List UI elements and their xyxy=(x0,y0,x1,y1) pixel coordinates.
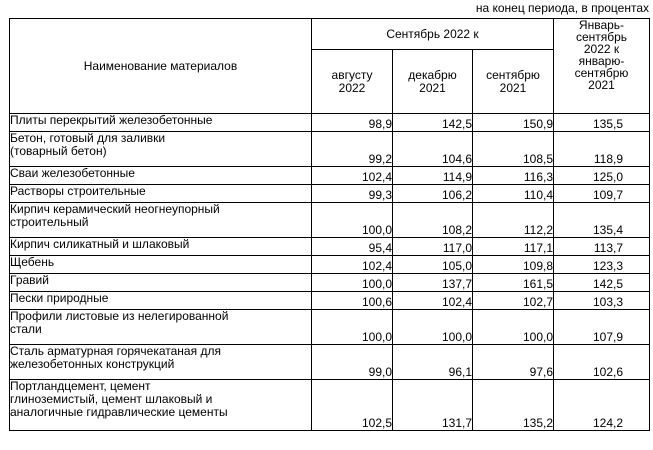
value-jan-sep: 118,9 xyxy=(554,132,650,167)
table-row xyxy=(10,132,650,167)
value-vs-december: 131,7 xyxy=(393,380,473,431)
table-row xyxy=(10,185,650,203)
value-vs-august: 100,0 xyxy=(312,274,393,292)
table-row xyxy=(10,167,650,185)
table-caption: на конец периода, в процентах xyxy=(475,1,649,15)
material-name: Сталь арматурная горячекатаная для железобетонных конструкций xyxy=(10,345,312,380)
materials-price-table xyxy=(9,18,650,431)
material-name: Пески природные xyxy=(10,292,312,310)
value-vs-september: 117,1 xyxy=(473,238,554,256)
table-row xyxy=(10,310,650,345)
value-jan-sep: 142,5 xyxy=(554,274,650,292)
value-vs-august: 99,2 xyxy=(312,132,393,167)
table-row xyxy=(10,114,650,132)
value-vs-december: 137,7 xyxy=(393,274,473,292)
material-name: Растворы строительные xyxy=(10,185,312,203)
value-jan-sep: 113,7 xyxy=(554,238,650,256)
table-row xyxy=(10,345,650,380)
material-name: Щебень xyxy=(10,256,312,274)
value-vs-september: 112,2 xyxy=(473,203,554,238)
value-vs-december: 142,5 xyxy=(393,114,473,132)
value-vs-september: 135,2 xyxy=(473,380,554,431)
material-name: Бетон, готовый для заливки (товарный бетон) xyxy=(10,132,312,167)
value-vs-september: 97,6 xyxy=(473,345,554,380)
material-name: Гравий xyxy=(10,274,312,292)
header-vs-august-2022: августу 2022 xyxy=(312,50,393,114)
table-row xyxy=(10,203,650,238)
value-vs-august: 100,6 xyxy=(312,292,393,310)
material-name: Кирпич силикатный и шлаковый xyxy=(10,238,312,256)
value-vs-december: 106,2 xyxy=(393,185,473,203)
value-vs-august: 100,0 xyxy=(312,310,393,345)
value-vs-december: 100,0 xyxy=(393,310,473,345)
value-vs-august: 102,4 xyxy=(312,256,393,274)
value-jan-sep: 107,9 xyxy=(554,310,650,345)
value-jan-sep: 123,3 xyxy=(554,256,650,274)
value-vs-august: 99,0 xyxy=(312,345,393,380)
value-jan-sep: 124,2 xyxy=(554,380,650,431)
material-name: Сваи железобетонные xyxy=(10,167,312,185)
material-name: Плиты перекрытий железобетонные xyxy=(10,114,312,132)
table-row xyxy=(10,238,650,256)
value-jan-sep: 135,4 xyxy=(554,203,650,238)
value-vs-december: 108,2 xyxy=(393,203,473,238)
value-vs-december: 104,6 xyxy=(393,132,473,167)
value-vs-december: 114,9 xyxy=(393,167,473,185)
value-jan-sep: 135,5 xyxy=(554,114,650,132)
value-jan-sep: 125,0 xyxy=(554,167,650,185)
value-vs-september: 109,8 xyxy=(473,256,554,274)
value-vs-september: 110,4 xyxy=(473,185,554,203)
value-vs-september: 161,5 xyxy=(473,274,554,292)
value-vs-august: 99,3 xyxy=(312,185,393,203)
header-vs-december-2021: декабрю 2021 xyxy=(393,50,473,114)
table-row xyxy=(10,292,650,310)
value-jan-sep: 109,7 xyxy=(554,185,650,203)
material-name: Профили листовые из нелегированной стали xyxy=(10,310,312,345)
header-vs-september-2021: сентябрю 2021 xyxy=(473,50,554,114)
value-vs-august: 95,4 xyxy=(312,238,393,256)
value-vs-september: 102,7 xyxy=(473,292,554,310)
value-jan-sep: 103,3 xyxy=(554,292,650,310)
value-vs-august: 102,5 xyxy=(312,380,393,431)
value-vs-august: 98,9 xyxy=(312,114,393,132)
table-row xyxy=(10,380,650,431)
material-name: Кирпич керамический неогнеупорный строительный xyxy=(10,203,312,238)
header-jan-sep: Январь- сентябрь 2022 к январю- сентябрю 2021 xyxy=(554,19,650,114)
value-vs-september: 100,0 xyxy=(473,310,554,345)
value-vs-september: 108,5 xyxy=(473,132,554,167)
value-vs-august: 100,0 xyxy=(312,203,393,238)
value-vs-december: 117,0 xyxy=(393,238,473,256)
value-vs-december: 105,0 xyxy=(393,256,473,274)
header-materials-name: Наименование материалов xyxy=(10,19,312,114)
value-vs-september: 150,9 xyxy=(473,114,554,132)
value-vs-september: 116,3 xyxy=(473,167,554,185)
value-jan-sep: 102,6 xyxy=(554,345,650,380)
value-vs-august: 102,4 xyxy=(312,167,393,185)
value-vs-december: 96,1 xyxy=(393,345,473,380)
table-row xyxy=(10,256,650,274)
header-september-2022-group: Сентябрь 2022 к xyxy=(312,19,554,50)
table-row xyxy=(10,274,650,292)
value-vs-december: 102,4 xyxy=(393,292,473,310)
material-name: Портландцемент, цемент глиноземистый, цемент шлаковый и аналогичные гидравлические цементы xyxy=(10,380,312,431)
